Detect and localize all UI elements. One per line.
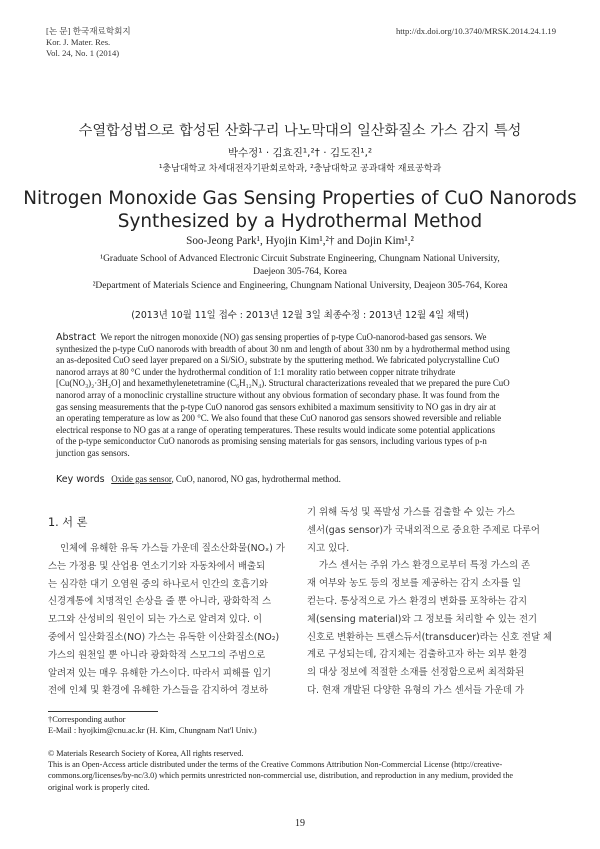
english-title-line1: Nitrogen Monoxide Gas Sensing Properties of CuO Nanorods [23, 188, 577, 209]
license-block [48, 748, 555, 793]
body-line: 의 대상 정보에 적절한 소재를 선정함으로써 최적화된 [307, 667, 525, 679]
body-line: 지고 있다. [307, 542, 350, 554]
body-line: 신경계통에 치명적인 손상을 줄 뿐 아니라, 광화학적 스 [48, 596, 272, 608]
footnote-corresponding [48, 714, 257, 736]
body-line: 스는 가정용 및 산업용 연소기기와 자동차에서 배출되 [48, 560, 266, 572]
body-line: 계로 구성되는데, 감지체는 검출하고자 하는 외부 환경 [307, 649, 528, 661]
left-column [48, 540, 294, 700]
korean-authors: 박수정¹ · 김효진¹,²† · 김도진¹,² [227, 147, 373, 159]
body-line: 인체에 유해한 유독 가스들 가운데 질소산화물(NOₓ) 가 [60, 543, 285, 554]
abstract-line: We report the nitrogen monoxide (NO) gas sensing properties of p-type CuO-nanorod-based gas sensors. We [100, 332, 487, 342]
corresponding-author: †Corresponding author [48, 715, 126, 724]
license-line: original work is properly cited. [48, 782, 150, 792]
section-number: 1. [48, 516, 59, 529]
page-number: 19 [295, 818, 305, 829]
journal-info [46, 26, 131, 59]
abstract-line: electrical response to NO gas at a range of operating temperatures. These results would indicate some potential applications [56, 424, 496, 435]
copyright-notice: © Materials Research Society of Korea, All rights reserved. [48, 749, 244, 758]
keywords-rest: , CuO, nanorod, NO gas, hydrothermal method. [171, 474, 341, 484]
body-line: 센서(gas sensor)가 국내외적으로 중요한 주제로 다루어 [307, 524, 540, 536]
author-email[interactable]: E-Mail : hyojkim@cnu.ac.kr (H. Kim, Chungnam Nat'l Univ.) [48, 726, 257, 736]
doi-link[interactable]: http://dx.doi.org/10.3740/MRSK.2014.24.1.19 [395, 26, 556, 36]
body-line: 컫는다. 통상적으로 가스 환경의 변화를 포착하는 감지 [307, 595, 528, 607]
footnote-divider [48, 711, 158, 712]
abstract-block [56, 332, 546, 460]
abstract-line: [Cu(NO₃)₂·3H₂O] and hexamethylenetetramine (C₆H₁₂N₄). Structural characterizations revealed that we prepared the pure CuO [56, 378, 510, 389]
body-line: 모그와 산성비의 원인이 되는 가스로 알려져 있다. 이 [48, 614, 263, 626]
keywords [56, 474, 546, 485]
korean-affiliations: ¹충남대학교 차세대전자기판회로학과, ²충남대학교 공과대학 재료공학과 [158, 164, 442, 174]
abstract-line: junction gas sensors. [56, 447, 130, 458]
abstract-line: nanorod array of a monoclinic crystalline structure without any obvious formation of secondary phase. It was found from the [56, 389, 500, 400]
body-line: 재 여부와 농도 등의 정보를 제공하는 감지 소자를 일 [307, 578, 522, 590]
license-line: commons.org/licenses/by-nc/3.0) which permits unrestricted non-commercial use, distribution, and reproduction in any medium, provided the [48, 771, 514, 781]
abstract-line: nanorod arrays at 80 °C under the hydrothermal condition of 1:1 morality ratio between copper nitrate trihydrate [56, 366, 456, 377]
section-heading [48, 514, 87, 530]
abstract-line: synthesized the p-type CuO nanorods with breadth of about 30 nm and length of about 330 nm by a hydrothermal method using [56, 343, 510, 354]
abstract-line: of the p-type semiconductor CuO nanorods as promising sensing materials for gas sensors, including various types of p-n [56, 436, 487, 447]
body-line: 중에서 일산화질소(NO) 가스는 유독한 이산화질소(NO₂) [48, 631, 280, 643]
journal-volume: Vol. 24, No. 1 (2014) [46, 48, 120, 58]
body-line: 가스의 원천일 뿐 아니라 광화학적 스모그의 주범으로 [48, 649, 266, 661]
abstract-line: an as-deposited CuO seed layer prepared on a Si/SiO₂ substrate by the sputtering method. We fabricated polycrystalline CuO [56, 355, 500, 366]
journal-abbrev: Kor. J. Mater. Res. [46, 37, 111, 47]
body-line: 는 심각한 대기 오염원 중의 하나로서 인간의 호흡기와 [48, 578, 269, 590]
body-line: 전에 인체 및 환경에 유해한 가스들을 감지하여 경보하 [48, 685, 269, 697]
body-line: 체(sensing material)와 그 정보를 처리할 수 있는 전기 [307, 613, 538, 625]
english-authors: Soo-Jeong Park¹, Hyojin Kim¹,²† and Dojin Kim¹,² [186, 235, 414, 247]
abstract-line: gas sensing measurements that the p-type CuO nanorod gas sensors exhibited a maximum sensitivity to NO gas in dry air at [56, 401, 496, 412]
english-title [0, 187, 600, 233]
license-line: This is an Open-Access article distributed under the terms of the Creative Commons Attribution Non-Commercial License (http://creative- [48, 760, 503, 770]
affiliation-1-line1: ¹Graduate School of Advanced Electronic Circuit Substrate Engineering, Chungnam National University, [100, 254, 500, 264]
body-line: 가스 센서는 주위 가스 환경으로부터 특정 가스의 존 [319, 560, 531, 572]
received-dates: (2013년 10월 11일 접수 : 2013년 12월 3일 최종수정 : 2013년 12월 4일 채택) [131, 310, 469, 321]
affiliation-2: ²Department of Materials Science and Engineering, Chungnam National University, Deajeon 305-764, Korea [92, 281, 508, 291]
english-title-line2: Synthesized by a Hydrothermal Method [117, 211, 483, 232]
body-line: 알려져 있는 매우 유해한 가스이다. 따라서 피해를 입기 [48, 667, 272, 679]
section-title: 서 론 [62, 516, 88, 529]
korean-title: 수열합성법으로 합성된 산화구리 나노막대의 일산화질소 가스 감지 특성 [78, 123, 522, 139]
affiliation-1 [0, 253, 600, 279]
affiliation-1-line2: Daejeon 305-764, Korea [253, 267, 347, 277]
body-line: 다. 현재 개발된 다양한 유형의 가스 센서들 가운데 가 [307, 684, 525, 696]
body-line: 기 위해 독성 및 폭발성 가스를 검출할 수 있는 가스 [307, 507, 515, 518]
keyword-link[interactable]: Oxide gas sensor [111, 474, 172, 484]
keywords-label: Key words [56, 474, 105, 485]
abstract-line: an operating temperature as low as 200 °C. We also found that these CuO nanorod gas sensors showed reversible and reliable [56, 413, 502, 424]
journal-korean-name: [논 문] 한국재료학회지 [46, 26, 131, 36]
abstract-label: Abstract [56, 332, 96, 343]
right-column [307, 504, 553, 700]
body-line: 신호로 변환하는 트랜스듀서(transducer)라는 신호 전달 체 [307, 631, 553, 643]
